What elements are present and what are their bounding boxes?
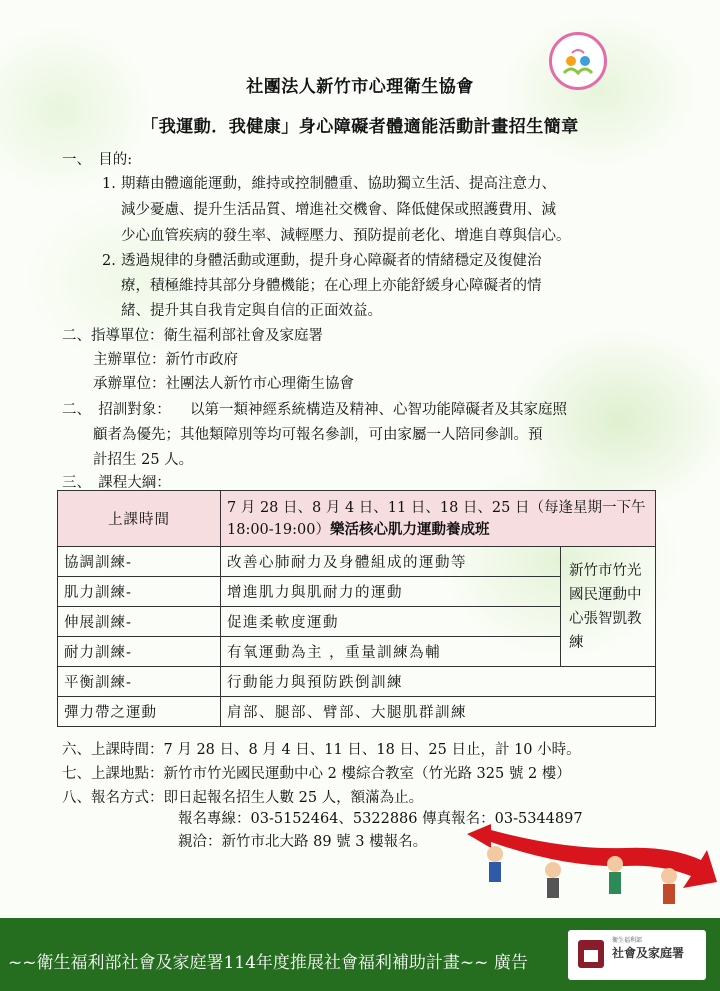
training-description: 增進肌力與肌耐力的運動 bbox=[221, 577, 561, 607]
purpose-item-2-line-1: 透過規律的身體活動或運動，提升身心障礙者的情緒穩定及復健治 bbox=[121, 253, 542, 269]
purpose-item-2-number: 2. bbox=[102, 253, 116, 269]
training-name: 伸展訓練- bbox=[58, 607, 221, 637]
signup-phone: 報名專線：03-5152464、5322886 傳真報名：03-5344897 bbox=[178, 811, 583, 827]
schedule-header-cell: 上課時間 bbox=[58, 491, 221, 547]
people-arrow-illustration bbox=[455, 820, 720, 912]
footer-text: ~~衛生福利部社會及家庭署114年度推展社會福利補助計畫~~ 廣告 bbox=[8, 953, 528, 973]
target-line-2: 顧者為優先；其他類障別等均可報名參訓，可由家屬一人陪同參訓。預 bbox=[93, 427, 543, 443]
coach-cell: 新竹市竹光國民運動中心張智凱教練 bbox=[561, 547, 656, 667]
organization-title: 社團法人新竹市心理衛生協會 bbox=[246, 77, 474, 97]
sponsor-ministry: 衛生福利部 bbox=[612, 937, 643, 944]
purpose-item-1-line-3: 少心血管疾病的發生率、減輕壓力、預防提前老化、增進自尊與信心。 bbox=[121, 228, 571, 244]
table-row bbox=[58, 547, 656, 577]
purpose-item-1-number: 1. bbox=[102, 176, 116, 192]
schedule-cell bbox=[221, 491, 656, 547]
purpose-item-1-line-2: 減少憂慮、提升生活品質、增進社交機會、降低健保或照護費用、減 bbox=[121, 202, 556, 218]
target-label: 二、 招訓對象： bbox=[62, 402, 171, 418]
class-time: 六、上課時間：7 月 28 日、8 月 4 日、11 日、18 日、25 日止，計 10 小時。 bbox=[62, 742, 581, 758]
purpose-item-2-line-2: 療，積極維持其部分身體機能；在心理上亦能舒緩身心障礙者的情 bbox=[121, 278, 542, 294]
training-description: 有氧運動為主 ，重量訓練為輔 bbox=[221, 637, 561, 667]
training-description: 改善心肺耐力及身體組成的運動等 bbox=[221, 547, 561, 577]
sponsor-logo bbox=[568, 930, 706, 980]
guide-unit: 二、指導單位：衛生福利部社會及家庭署 bbox=[62, 328, 323, 344]
host-unit: 主辦單位：新竹市政府 bbox=[93, 352, 238, 368]
house-icon bbox=[578, 940, 604, 968]
training-description: 促進柔軟度運動 bbox=[221, 607, 561, 637]
training-name: 平衡訓練- bbox=[58, 667, 221, 697]
table-header-row bbox=[58, 491, 656, 547]
outline-heading: 三、 課程大綱： bbox=[62, 475, 171, 491]
table-row bbox=[58, 667, 656, 697]
target-line-3: 計招生 25 人。 bbox=[93, 452, 194, 468]
training-name: 彈力帶之運動 bbox=[58, 697, 221, 727]
course-outline-table bbox=[57, 490, 656, 727]
training-description: 行動能力與預防跌倒訓練 bbox=[221, 667, 656, 697]
training-name: 耐力訓練- bbox=[58, 637, 221, 667]
schedule-text: 7 月 28 日、8 月 4 日、11 日、18 日、25 日（每逢星期一下午 18:00-19:00） bbox=[227, 499, 646, 538]
organizer-unit: 承辦單位：社團法人新竹市心理衛生協會 bbox=[93, 376, 354, 392]
signup-method: 八、報名方式：即日起報名招生人數 25 人，額滿為止。 bbox=[62, 790, 424, 806]
sponsor-name: 社會及家庭署 bbox=[612, 946, 685, 960]
training-description: 肩部、腿部、臂部、大腿肌群訓練 bbox=[221, 697, 656, 727]
table-row bbox=[58, 697, 656, 727]
training-name: 協調訓練- bbox=[58, 547, 221, 577]
purpose-item-2-line-3: 緒、提升其自我肯定與自信的正面效益。 bbox=[121, 303, 382, 319]
document-title: 「我運動．我健康」身心障礙者體適能活動計畫招生簡章 bbox=[141, 117, 579, 137]
class-name: 樂活核心肌力運動養成班 bbox=[329, 520, 490, 538]
training-name: 肌力訓練- bbox=[58, 577, 221, 607]
purpose-item-1-line-1: 期藉由體適能運動，維持或控制體重、協助獨立生活、提高注意力、 bbox=[121, 176, 556, 192]
class-location: 七、上課地點：新竹市竹光國民運動中心 2 樓綜合教室（竹光路 325 號 2 樓） bbox=[62, 766, 571, 782]
target-line-1: 以第一類神經系統構造及精神、心智功能障礙者及其家庭照 bbox=[190, 402, 567, 418]
purpose-heading: 一、 目的: bbox=[62, 152, 133, 168]
signup-in-person: 親洽：新竹市北大路 89 號 3 樓報名。 bbox=[178, 834, 428, 850]
